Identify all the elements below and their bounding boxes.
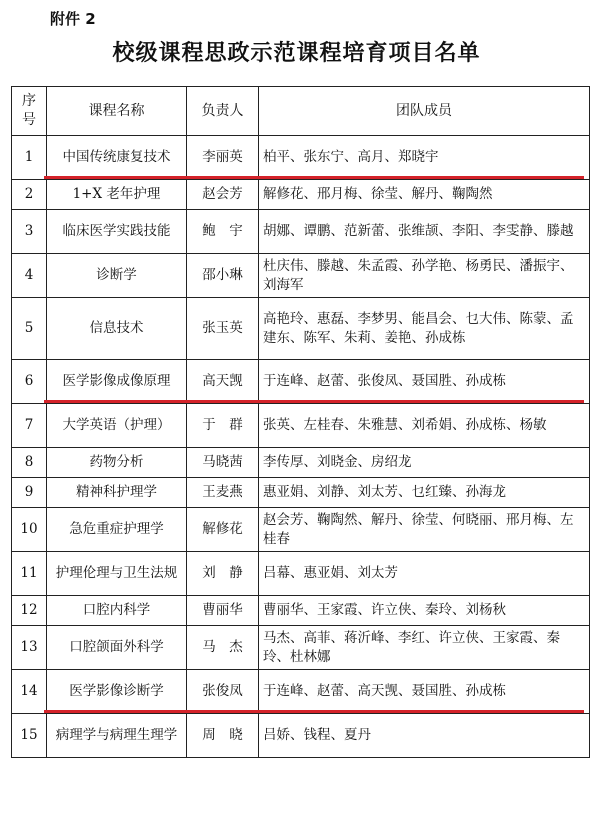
course-name: 急危重症护理学 [47,508,187,552]
leader-name: 赵会芳 [187,180,259,210]
table-row [12,136,590,180]
highlight-underline [44,710,584,713]
course-name: 医学影像成像原理 [47,360,187,404]
course-name: 医学影像诊断学 [47,670,187,714]
row-number: 11 [12,552,47,596]
table-row [12,626,590,670]
leader-name: 张俊凤 [187,670,259,714]
row-number: 8 [12,448,47,478]
project-roster-table [11,86,590,758]
leader-name: 高天觊 [187,360,259,404]
table-row [12,404,590,448]
table-row [12,478,590,508]
table-row [12,448,590,478]
row-number: 4 [12,254,47,298]
leader-name: 张玉英 [187,298,259,360]
table-row [12,714,590,758]
team-members: 曹丽华、王家霞、许立侠、秦玲、刘杨秋 [259,596,590,626]
team-members: 胡娜、谭鹏、范新蕾、张维颉、李阳、李雯静、滕越 [259,210,590,254]
team-members: 惠亚娟、刘静、刘太芳、乜红臻、孙海龙 [259,478,590,508]
course-name: 口腔内科学 [47,596,187,626]
table-row [12,298,590,360]
leader-name: 王麦燕 [187,478,259,508]
header-no: 序号 [12,87,47,136]
leader-name: 曹丽华 [187,596,259,626]
page-title: 校级课程思政示范课程培育项目名单 [112,41,481,66]
header-course: 课程名称 [47,87,187,136]
leader-name: 马晓茜 [187,448,259,478]
team-members: 柏平、张东宁、高月、郑晓宇 [259,136,590,180]
table-row [12,596,590,626]
table-header [12,87,590,136]
row-number: 6 [12,360,47,404]
row-number: 9 [12,478,47,508]
team-members: 解修花、邢月梅、徐莹、解丹、鞠陶然 [259,180,590,210]
course-name: 诊断学 [47,254,187,298]
highlight-underline [44,400,584,403]
table-row [12,180,590,210]
team-members: 高艳玲、惠磊、李梦男、能昌会、乜大伟、陈蒙、孟建东、陈军、朱莉、姜艳、孙成栋 [259,298,590,360]
team-members: 于连峰、赵蕾、高天觊、聂国胜、孙成栋 [259,670,590,714]
leader-name: 于 群 [187,404,259,448]
course-name: 口腔颌面外科学 [47,626,187,670]
table-row [12,552,590,596]
leader-name: 刘 静 [187,552,259,596]
attachment-label: 附件 2 [50,10,96,28]
team-members: 赵会芳、鞠陶然、解丹、徐莹、何晓丽、邢月梅、左桂春 [259,508,590,552]
row-number: 5 [12,298,47,360]
row-number: 13 [12,626,47,670]
table-body [12,136,590,758]
header-members: 团队成员 [259,87,590,136]
row-number: 1 [12,136,47,180]
course-name: 信息技术 [47,298,187,360]
table-row [12,360,590,404]
table-row [12,254,590,298]
table-row [12,210,590,254]
course-name: 临床医学实践技能 [47,210,187,254]
team-members: 杜庆伟、滕越、朱孟霞、孙学艳、杨勇民、潘振宇、刘海军 [259,254,590,298]
team-members: 张英、左桂春、朱雅慧、刘希娟、孙成栋、杨敏 [259,404,590,448]
row-number: 2 [12,180,47,210]
course-name: 病理学与病理生理学 [47,714,187,758]
leader-name: 邵小琳 [187,254,259,298]
team-members: 吕娇、钱程、夏丹 [259,714,590,758]
course-name: 药物分析 [47,448,187,478]
course-name: 精神科护理学 [47,478,187,508]
row-number: 10 [12,508,47,552]
leader-name: 周 晓 [187,714,259,758]
header-row [12,87,590,136]
team-members: 马杰、高菲、蒋沂峰、李红、许立侠、王家霞、秦玲、杜林娜 [259,626,590,670]
row-number: 12 [12,596,47,626]
header-leader: 负责人 [187,87,259,136]
team-members: 吕幕、惠亚娟、刘太芳 [259,552,590,596]
leader-name: 马 杰 [187,626,259,670]
leader-name: 解修花 [187,508,259,552]
leader-name: 鲍 宇 [187,210,259,254]
row-number: 7 [12,404,47,448]
row-number: 3 [12,210,47,254]
course-name: 大学英语（护理） [47,404,187,448]
table-row [12,670,590,714]
course-name: 1+X 老年护理 [47,180,187,210]
team-members: 李传厚、刘晓金、房绍龙 [259,448,590,478]
highlight-underline [44,176,584,179]
row-number: 14 [12,670,47,714]
team-members: 于连峰、赵蕾、张俊凤、聂国胜、孙成栋 [259,360,590,404]
row-number: 15 [12,714,47,758]
table-row [12,508,590,552]
leader-name: 李丽英 [187,136,259,180]
course-name: 中国传统康复技术 [47,136,187,180]
course-name: 护理伦理与卫生法规 [47,552,187,596]
